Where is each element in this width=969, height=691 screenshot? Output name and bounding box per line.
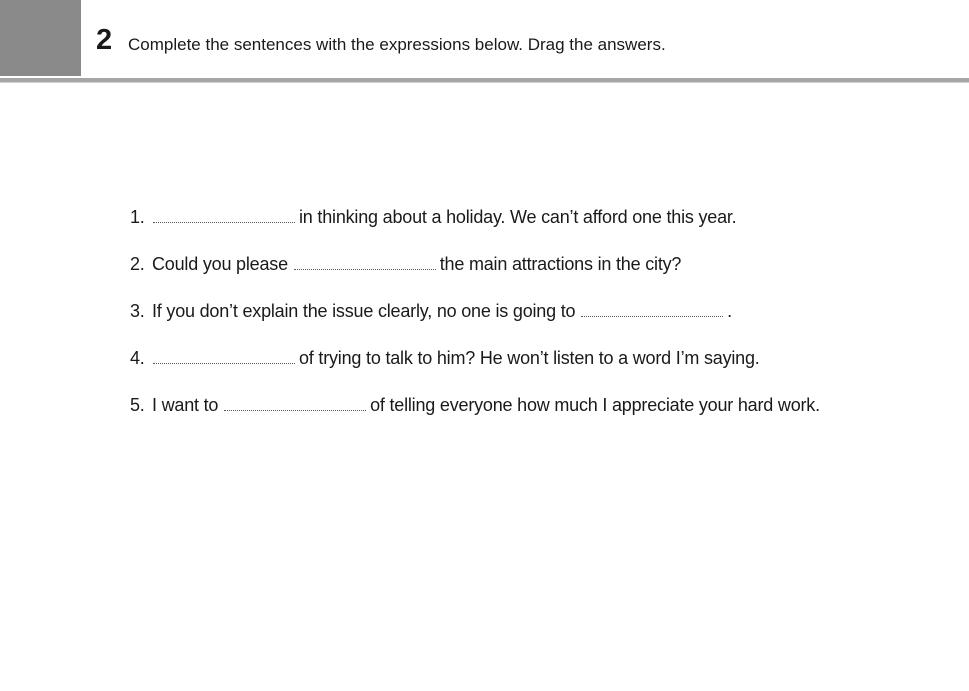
- sentence-number: 5.: [130, 395, 145, 415]
- sentence-text-after: the main attractions in the city?: [439, 254, 682, 274]
- answer-drop-zone-5[interactable]: [224, 396, 366, 411]
- answer-drop-zone-1[interactable]: [153, 208, 295, 223]
- header-color-block: [0, 0, 81, 76]
- sentence-number: 4.: [130, 348, 145, 368]
- sentence-text-before: Could you please: [152, 254, 288, 274]
- sentence-1: [130, 204, 930, 251]
- sentence-2: [130, 251, 930, 298]
- sentence-text-before: If you don’t explain the issue clearly, no one is going to: [152, 301, 576, 321]
- answer-drop-zone-3[interactable]: [581, 302, 723, 317]
- sentence-number: 3.: [130, 301, 145, 321]
- sentence-number: 1.: [130, 207, 145, 227]
- sentence-text-after: of telling everyone how much I appreciate your hard work.: [370, 395, 820, 415]
- sentence-4: [130, 345, 930, 392]
- sentence-5: [130, 392, 930, 439]
- sentence-list: [130, 204, 930, 439]
- sentence-text-after: in thinking about a holiday. We can’t afford one this year.: [299, 207, 737, 227]
- sentence-text-before: I want to: [152, 395, 219, 415]
- sentence-number: 2.: [130, 254, 145, 274]
- exercise-instruction: Complete the sentences with the expressions below. Drag the answers.: [128, 35, 666, 54]
- sentence-text-after: .: [727, 301, 732, 321]
- exercise-number: 2: [96, 24, 113, 56]
- header-divider: [0, 78, 969, 83]
- answer-drop-zone-4[interactable]: [153, 349, 295, 364]
- exercise-header: [0, 0, 969, 80]
- sentence-text-after: of trying to talk to him? He won’t listen to a word I’m saying.: [299, 348, 760, 368]
- answer-drop-zone-2[interactable]: [294, 255, 436, 270]
- sentence-3: [130, 298, 930, 345]
